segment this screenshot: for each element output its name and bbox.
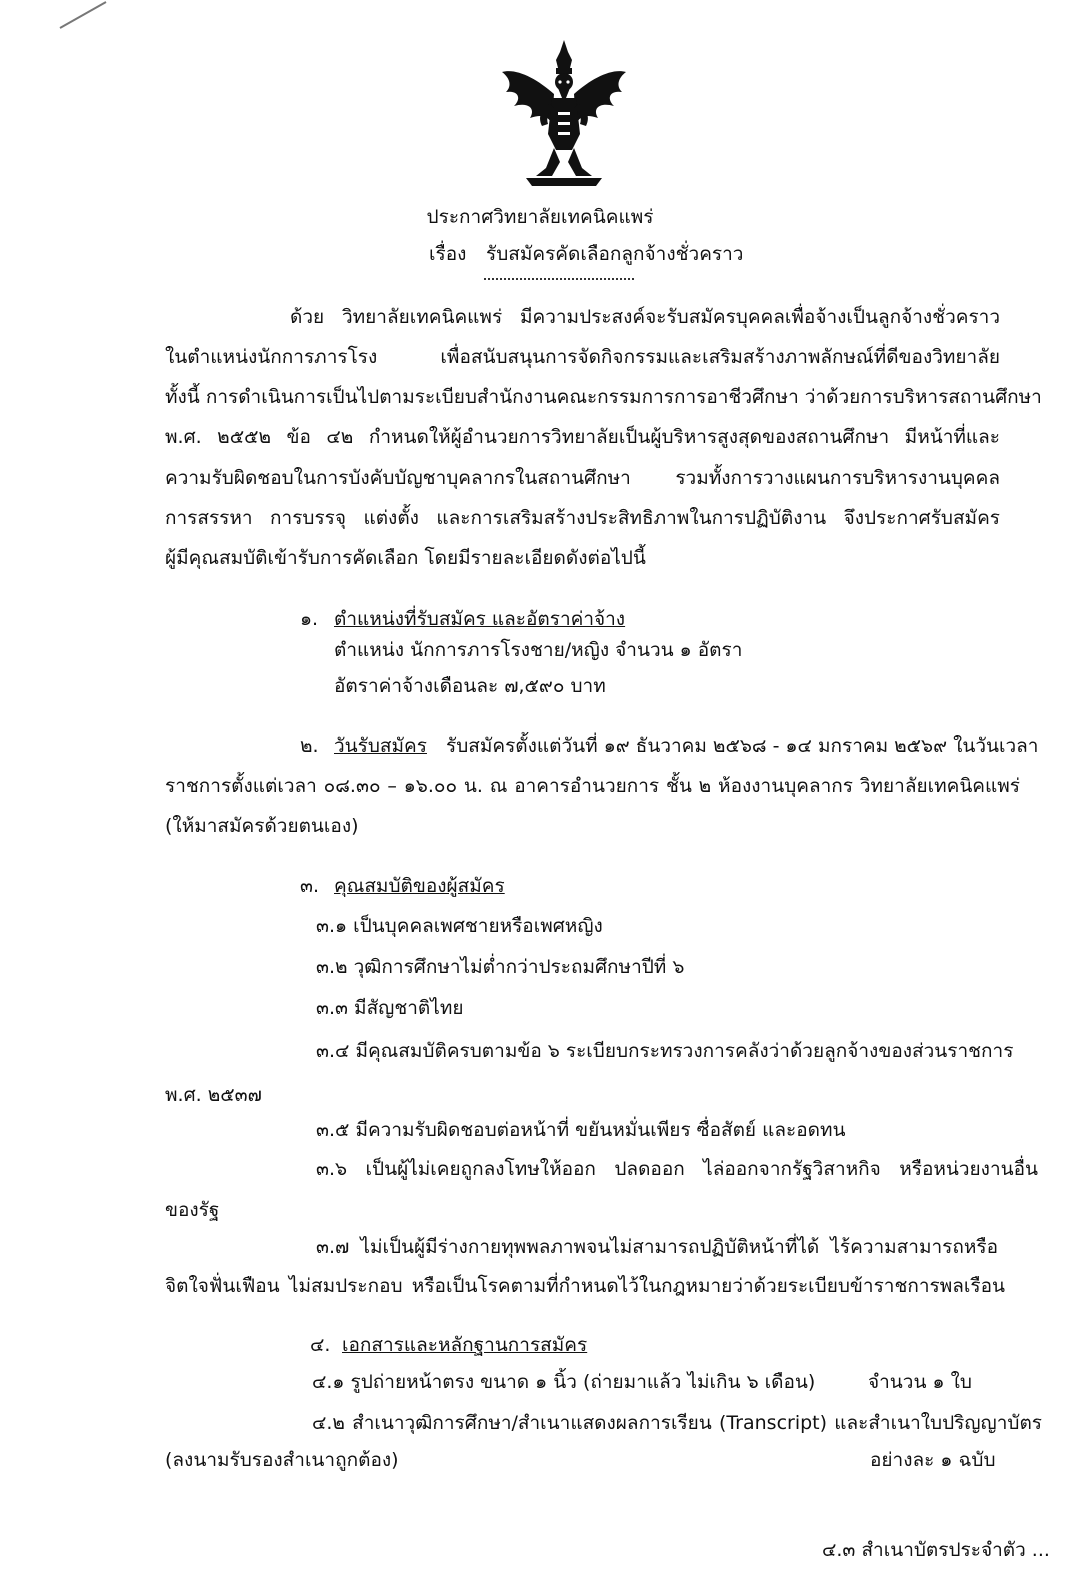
- section1-heading: ตำแหน่งที่รับสมัคร และอัตราค่าจ้าง: [334, 608, 626, 630]
- section2-line1: รับสมัครตั้งแต่วันที่ ๑๙ ธันวาคม ๒๕๖๘ - ๑๔ มกราคม ๒๕๖๙ ในวันเวลา: [446, 735, 1039, 757]
- section4-item-2-cont: (ลงนามรับรองสำเนาถูกต้อง): [165, 1449, 399, 1471]
- intro-line-5: ความรับผิดชอบในการบังคับบัญชาบุคลากรในสถานศึกษา รวมทั้งการวางแผนการบริหารงานบุคคล: [165, 467, 1000, 489]
- section2-number: ๒.: [300, 735, 319, 757]
- section1-wage: อัตราค่าจ้างเดือนละ ๗,๕๙๐ บาท: [334, 675, 606, 697]
- intro-line-1: ด้วย วิทยาลัยเทคนิคแพร่ มีความประสงค์จะรับสมัครบุคคลเพื่อจ้างเป็นลูกจ้างชั่วคราว: [290, 306, 1000, 328]
- section3-item-4-cont: พ.ศ. ๒๕๓๗: [165, 1084, 262, 1106]
- section4-item-2: ๔.๒ สำเนาวุฒิการศึกษา/สำเนาแสดงผลการเรียน (Transcript) และสำเนาใบปริญญาบัตร: [312, 1412, 1042, 1434]
- section3-item-6-cont: ของรัฐ: [165, 1199, 220, 1221]
- page-continuation: ๔.๓ สำเนาบัตรประจำตัว ...: [822, 1539, 1050, 1561]
- section2-heading: วันรับสมัคร: [334, 735, 427, 757]
- section3-number: ๓.: [300, 875, 320, 897]
- section3-item-7: ๓.๗ ไม่เป็นผู้มีร่างกายทุพพลภาพจนไม่สามารถปฏิบัติหน้าที่ได้ ไร้ความสามารถหรือ: [316, 1236, 998, 1258]
- garuda-emblem-icon: [496, 38, 632, 188]
- subject-text: รับสมัครคัดเลือกลูกจ้างชั่วคราว: [486, 243, 744, 265]
- section4-item-1: ๔.๑ รูปถ่ายหน้าตรง ขนาด ๑ นิ้ว (ถ่ายมาแล้ว ไม่เกิน ๖ เดือน): [312, 1371, 816, 1393]
- intro-line-7: ผู้มีคุณสมบัติเข้ารับการคัดเลือก โดยมีรายละเอียดดังต่อไปนี้: [165, 547, 646, 569]
- section1-position: ตำแหน่ง นักการภารโรงชาย/หญิง จำนวน ๑ อัตรา: [334, 639, 743, 661]
- section2-line2: ราชการตั้งแต่เวลา ๐๘.๓๐ – ๑๖.๐๐ น. ณ อาคารอำนวยการ ชั้น ๒ ห้องงานบุคลากร วิทยาลัยเทคนิคแพร่: [165, 775, 1020, 797]
- intro-line-4: พ.ศ. ๒๕๕๒ ข้อ ๔๒ กำหนดให้ผู้อำนวยการวิทยาลัยเป็นผู้บริหารสูงสุดของสถานศึกษา มีหน้าที่และ: [165, 426, 1000, 448]
- section4-item-2-qty: อย่างละ ๑ ฉบับ: [870, 1449, 996, 1471]
- section3-item-6: ๓.๖ เป็นผู้ไม่เคยถูกลงโทษให้ออก ปลดออก ไล่ออกจากรัฐวิสาหกิจ หรือหน่วยงานอื่น: [316, 1158, 1038, 1180]
- section4-item-1-qty: จำนวน ๑ ใบ: [868, 1371, 972, 1393]
- subject-label: เรื่อง: [429, 243, 467, 265]
- section3-item-3: ๓.๓ มีสัญชาติไทย: [316, 997, 464, 1019]
- section3-item-4: ๓.๔ มีคุณสมบัติครบตามข้อ ๖ ระเบียบกระทรวงการคลังว่าด้วยลูกจ้างของส่วนราชการ: [316, 1040, 1014, 1062]
- document-title: ประกาศวิทยาลัยเทคนิคแพร่: [426, 206, 654, 228]
- section3-item-7-cont: จิตใจฟั่นเฟือน ไม่สมประกอบ หรือเป็นโรคตามที่กำหนดไว้ในกฎหมายว่าด้วยระเบียบข้าราชการพลเรือน: [165, 1275, 1005, 1297]
- intro-line-6: การสรรหา การบรรจุ แต่งตั้ง และการเสริมสร้างประสิทธิภาพในการปฏิบัติงาน จึงประกาศรับสมัคร: [165, 507, 1000, 529]
- section3-item-2: ๓.๒ วุฒิการศึกษาไม่ต่ำกว่าประถมศึกษาปีที่ ๖: [316, 956, 685, 978]
- intro-line-3: ทั้งนี้ การดำเนินการเป็นไปตามระเบียบสำนักงานคณะกรรมการการอาชีวศึกษา ว่าด้วยการบริหารสถานศึกษา: [165, 386, 1042, 408]
- intro-line-2: ในตำแหน่งนักการภารโรง เพื่อสนับสนุนการจัดกิจกรรมและเสริมสร้างภาพลักษณ์ที่ดีของวิทยาลัย: [165, 346, 1000, 368]
- corner-scan-mark: [58, 0, 108, 30]
- title-divider: [484, 278, 634, 280]
- section1-number: ๑.: [300, 608, 319, 630]
- section2-line3: (ให้มาสมัครด้วยตนเอง): [165, 815, 359, 837]
- section3-item-1: ๓.๑ เป็นบุคคลเพศชายหรือเพศหญิง: [316, 915, 603, 937]
- section4-heading: เอกสารและหลักฐานการสมัคร: [342, 1334, 588, 1356]
- section3-item-5: ๓.๕ มีความรับผิดชอบต่อหน้าที่ ขยันหมั่นเพียร ซื่อสัตย์ และอดทน: [316, 1119, 846, 1141]
- section4-number: ๔.: [310, 1334, 331, 1356]
- section3-heading: คุณสมบัติของผู้สมัคร: [334, 875, 505, 897]
